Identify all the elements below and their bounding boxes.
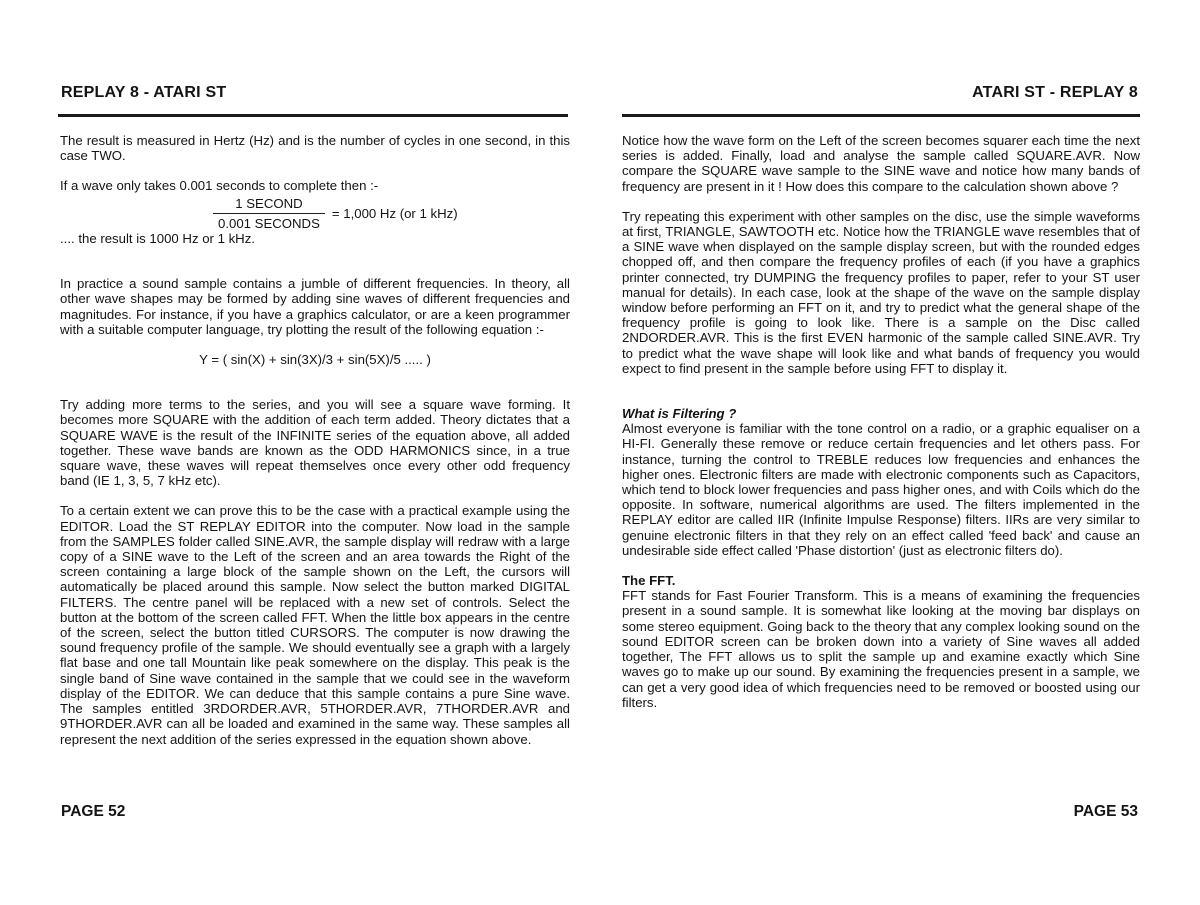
result-line: .... the result is 1000 Hz or 1 kHz. — [60, 231, 255, 247]
page-number: PAGE 52 — [61, 803, 126, 820]
page-header: ATARI ST - REPLAY 8 — [972, 84, 1138, 101]
paragraph: FFT stands for Fast Fourier Transform. This is a means of examining the frequencies present in a sound sample. It is somewhat like looking at the moving bar displays on some stereo equipment. Going back to the theory that any complex looking sound on the sound EDITOR screen can be broken down into a variety of Sine waves all added together, The FFT allows us to split the sample up and examine exactly which Sine waves go to make up our sound. By examining the frequencies present in a sample, we can get a very good idea of which frequencies need to be removed or boosted using our filters. — [622, 588, 1140, 710]
right-page — [600, 0, 1200, 905]
header-rule — [622, 114, 1140, 117]
fraction-denominator: 0.001 SECONDS — [218, 215, 320, 231]
paragraph: Almost everyone is familiar with the tone control on a radio, or a graphic equaliser on a HI-FI. Generally these remove or reduce certain frequencies and let others pass. For instance, turning the control to TREBLE reduces low frequencies and enhances the higher ones. Electronic filters are made with electronic components such as Capacitors, which tend to block lower frequencies and pass higher ones, and with Coils which do the opposite. In software, numerical algorithms are used. The filters implemented in the REPLAY editor are called IIR (Infinite Impulse Response) filters. IIRs are very similar to genuine electronic filters in that they rely on an effect called 'feed back' and cause an undesirable side effect called 'Phase distortion' (just as electronic filters do). — [622, 421, 1140, 558]
header-rule — [58, 114, 568, 117]
left-column — [60, 133, 570, 747]
page-number: PAGE 53 — [1073, 803, 1138, 820]
paragraph: In practice a sound sample contains a jumble of different frequencies. In theory, all other wave shapes may be formed by adding sine waves of different frequencies and magnitudes. For instance, if you have a graphics calculator, or are a keen programmer with a suitable computer language, try plotting the result of the following equation :- — [60, 276, 570, 337]
paragraph: If a wave only takes 0.001 seconds to complete then :- — [60, 178, 379, 194]
fraction-result: = 1,000 Hz (or 1 kHz) — [331, 205, 458, 221]
paragraph: Try repeating this experiment with other samples on the disc, use the simple waveforms at first, TRIANGLE, SAWTOOTH etc. Notice how the TRIANGLE wave resembles that of a SINE wave when displayed on the sample display screen, but with the rounded edges chopped off, and then compare the frequency profiles of each (if you have a graphics printer connected, try DUMPING the frequency profiles to paper, refer to your ST user manual for details). In each case, look at the shape of the wave on the sample display window before performing an FFT on it, and try to predict what the general shape of the frequency profile is going to look like. There is a sample on the Disc called 2NDORDER.AVR. This is the first EVEN harmonic of the sample called SINE.AVR. Try to predict what the wave shape will look like and what bands of frequency you would expect to find present in the sample before using FFT to display it. — [622, 208, 1140, 376]
fraction-equation — [212, 196, 512, 231]
page-header: REPLAY 8 - ATARI ST — [61, 84, 227, 101]
section-heading: What is Filtering ? — [622, 406, 737, 422]
fraction-bar — [213, 213, 325, 214]
fraction-numerator: 1 SECOND — [235, 195, 303, 211]
paragraph: Try adding more terms to the series, and you will see a square wave forming. It becomes more SQUARE with the addition of each term added. Theory dictates that a SQUARE WAVE is the result of the INFINITE series of the equation above, all added together. These wave bands are known as the ODD HARMONICS since, in a true square wave, these waves will repeat themselves once every other odd frequency band (IE 1, 3, 5, 7 kHz etc). — [60, 397, 570, 489]
paragraph: The result is measured in Hertz (Hz) and is the number of cycles in one second, in this case TWO. — [60, 133, 570, 164]
paragraph: Notice how the wave form on the Left of the screen becomes squarer each time the next series is added. Finally, load and analyse the sample called SQUARE.AVR. Now compare the SQUARE wave sample to the SINE wave and notice how many bands of frequency are present in it ! How does this compare to the calculation shown above ? — [622, 133, 1140, 194]
section-heading: The FFT. — [622, 573, 676, 589]
paragraph: To a certain extent we can prove this to be the case with a practical example using the EDITOR. Load the ST REPLAY EDITOR into the computer. Now load in the sample from the SAMPLES folder called SINE.AVR, the sample display will redraw with a large copy of a SINE wave to the Left of the screen and an area towards the Right of the screen containing a large block of the sample shown on the Left, the cursors will automatically be placed around this sample. Now select the button marked DIGITAL FILTERS. The centre panel will be replaced with a new set of controls. Select the button at the bottom of the screen called FFT. When the little box appears in the centre of the screen, select the button titled CURSORS. The computer is now drawing the sound frequency profile of the sample. We should eventually see a graph with a largely flat base and one tall Mountain like peak somewhere on the display. This peak is the single band of Sine wave contained in the sample that we could see in the waveform display of the EDITOR. We can deduce that this sample contains a pure Sine wave. The samples entitled 3RDORDER.AVR, 5THORDER.AVR, 7THORDER.AVR and 9THORDER.AVR can all be loaded and examined in the same way. These samples all represent the next addition of the series expressed in the equation shown above. — [60, 503, 570, 747]
sine-series-equation: Y = ( sin(X) + sin(3X)/3 + sin(5X)/5 ..... ) — [199, 352, 431, 368]
right-column — [622, 133, 1140, 710]
